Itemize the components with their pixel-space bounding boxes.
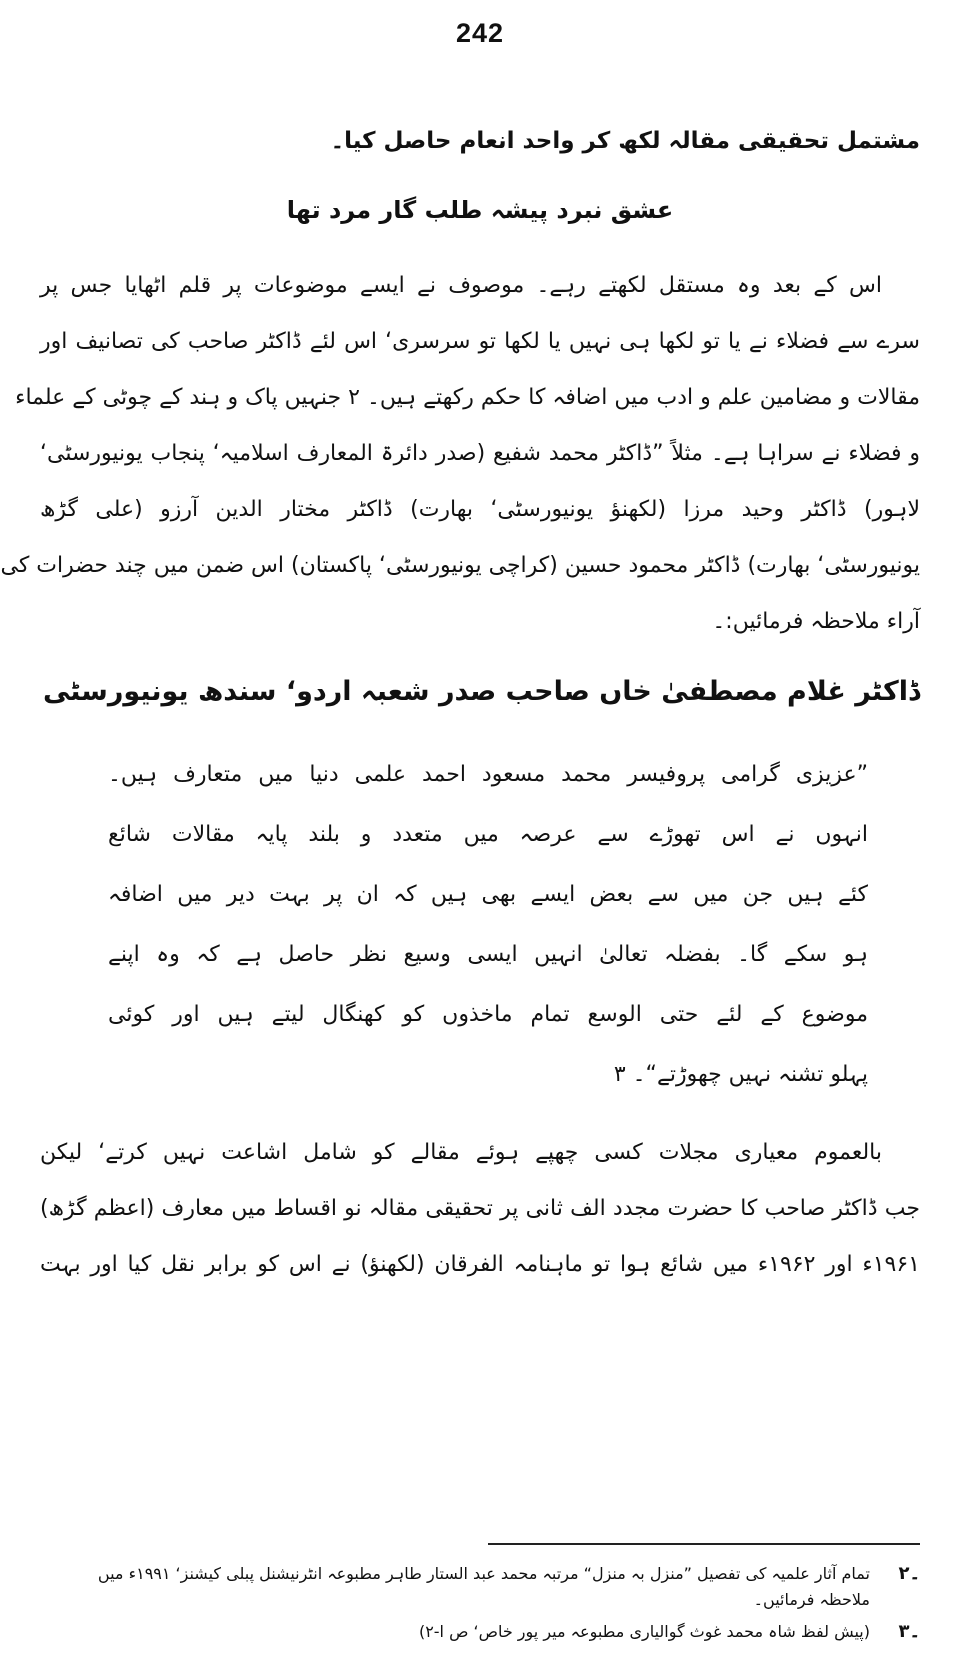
quote-line: ہو سکے گا۔ بفضلہ تعالیٰ انہیں ایسی وسیع نظر حاصل ہے کہ وہ اپنے [108, 942, 868, 967]
footnote-number: ۔۳ [898, 1621, 920, 1642]
footnote-number: ۔۲ [898, 1563, 920, 1584]
paragraph2-line: جب ڈاکٹر صاحب کا حضرت مجدد الف ثانی پر تحقیقی مقالہ نو اقساط میں معارف (اعظم گڑھ) [40, 1196, 920, 1221]
paragraph1-line: لاہور) ڈاکٹر وحید مرزا (لکھنؤ یونیورسٹی‘ بھارت) ڈاکٹر مختار الدین آرزو (علی گڑھ [40, 497, 920, 522]
paragraph1-line: و فضلاء نے سراہا ہے۔ مثلاً ”ڈاکٹر محمد شفیع (صدر دائرۃ المعارف اسلامیہ‘ پنجاب یونیورسٹی‘ [40, 441, 920, 466]
paragraph2-line: بالعموم معیاری مجلات کسی چھپے ہوئے مقالے کو شامل اشاعت نہیں کرتے‘ لیکن [40, 1140, 882, 1165]
page-number: 242 [455, 18, 505, 48]
paragraph1-line: یونیورسٹی‘ بھارت) ڈاکٹر محمود حسین (کراچی یونیورسٹی‘ پاکستان) اس ضمن میں چند حضرات کی [0, 553, 920, 578]
footnote-divider [488, 1543, 920, 1545]
paragraph1-line: آراء ملاحظہ فرمائیں:۔ [712, 609, 920, 634]
paragraph2-line: ۱۹۶۱ء اور ۱۹۶۲ء میں شائع ہوا تو ماہنامہ الفرقان (لکھنؤ) نے اس کو برابر نقل کیا اور بہت [40, 1252, 920, 1277]
quote-line: کئے ہیں جن میں سے بعض ایسے بھی ہیں کہ ان پر بہت دیر میں اضافہ [108, 882, 868, 907]
paragraph1-line: اس کے بعد وہ مستقل لکھتے رہے۔ موصوف نے ایسے موضوعات پر قلم اٹھایا جس پر [40, 273, 882, 298]
section-heading: ڈاکٹر غلام مصطفیٰ خاں صاحب صدر شعبہ اردو‘ سندھ یونیورسٹی [42, 676, 920, 707]
footnote-text: (پیش لفظ شاہ محمد غوث گوالیاری مطبوعہ میر پور خاص‘ ص ا-۲) [418, 1622, 870, 1641]
quote-line: ”عزیزی گرامی پروفیسر محمد مسعود احمد علمی دنیا میں متعارف ہیں۔ [108, 762, 868, 787]
footnote-text: ملاحظہ فرمائیں۔ [753, 1590, 870, 1609]
quote-line: انہوں نے اس تھوڑے سے عرصہ میں متعدد و بلند پایہ مقالات شائع [108, 822, 868, 847]
footnote-text: تمام آثار علمیہ کی تفصیل ”منزل بہ منزل“ مرتبہ محمد عبد الستار طاہر مطبوعہ انٹرنیشنل پبلی کیشنز‘ ۱۹۹۱ء میں [97, 1564, 870, 1583]
paragraph1-line: سرے سے فضلاء نے یا تو لکھا ہی نہیں یا لکھا تو سرسری‘ اس لئے ڈاکٹر صاحب کی تصانیف اور [40, 329, 920, 354]
paragraph1-line: مقالات و مضامین علم و ادب میں اضافہ کا حکم رکھتے ہیں۔ ۲ جنہیں پاک و ہند کے چوٹی کے علماء [15, 385, 920, 410]
quote-line: پہلو تشنہ نہیں چھوڑتے“۔ ۳ [613, 1062, 868, 1087]
quote-line: موضوع کے لئے حتی الوسع تمام ماخذوں کو کھنگال لیتے ہیں اور کوئی [108, 1002, 868, 1027]
intro-line: مشتمل تحقیقی مقالہ لکھ کر واحد انعام حاصل کیا۔ [330, 128, 920, 154]
verse-heading: عشق نبرد پیشہ طلب گار مرد تھا [286, 196, 674, 224]
